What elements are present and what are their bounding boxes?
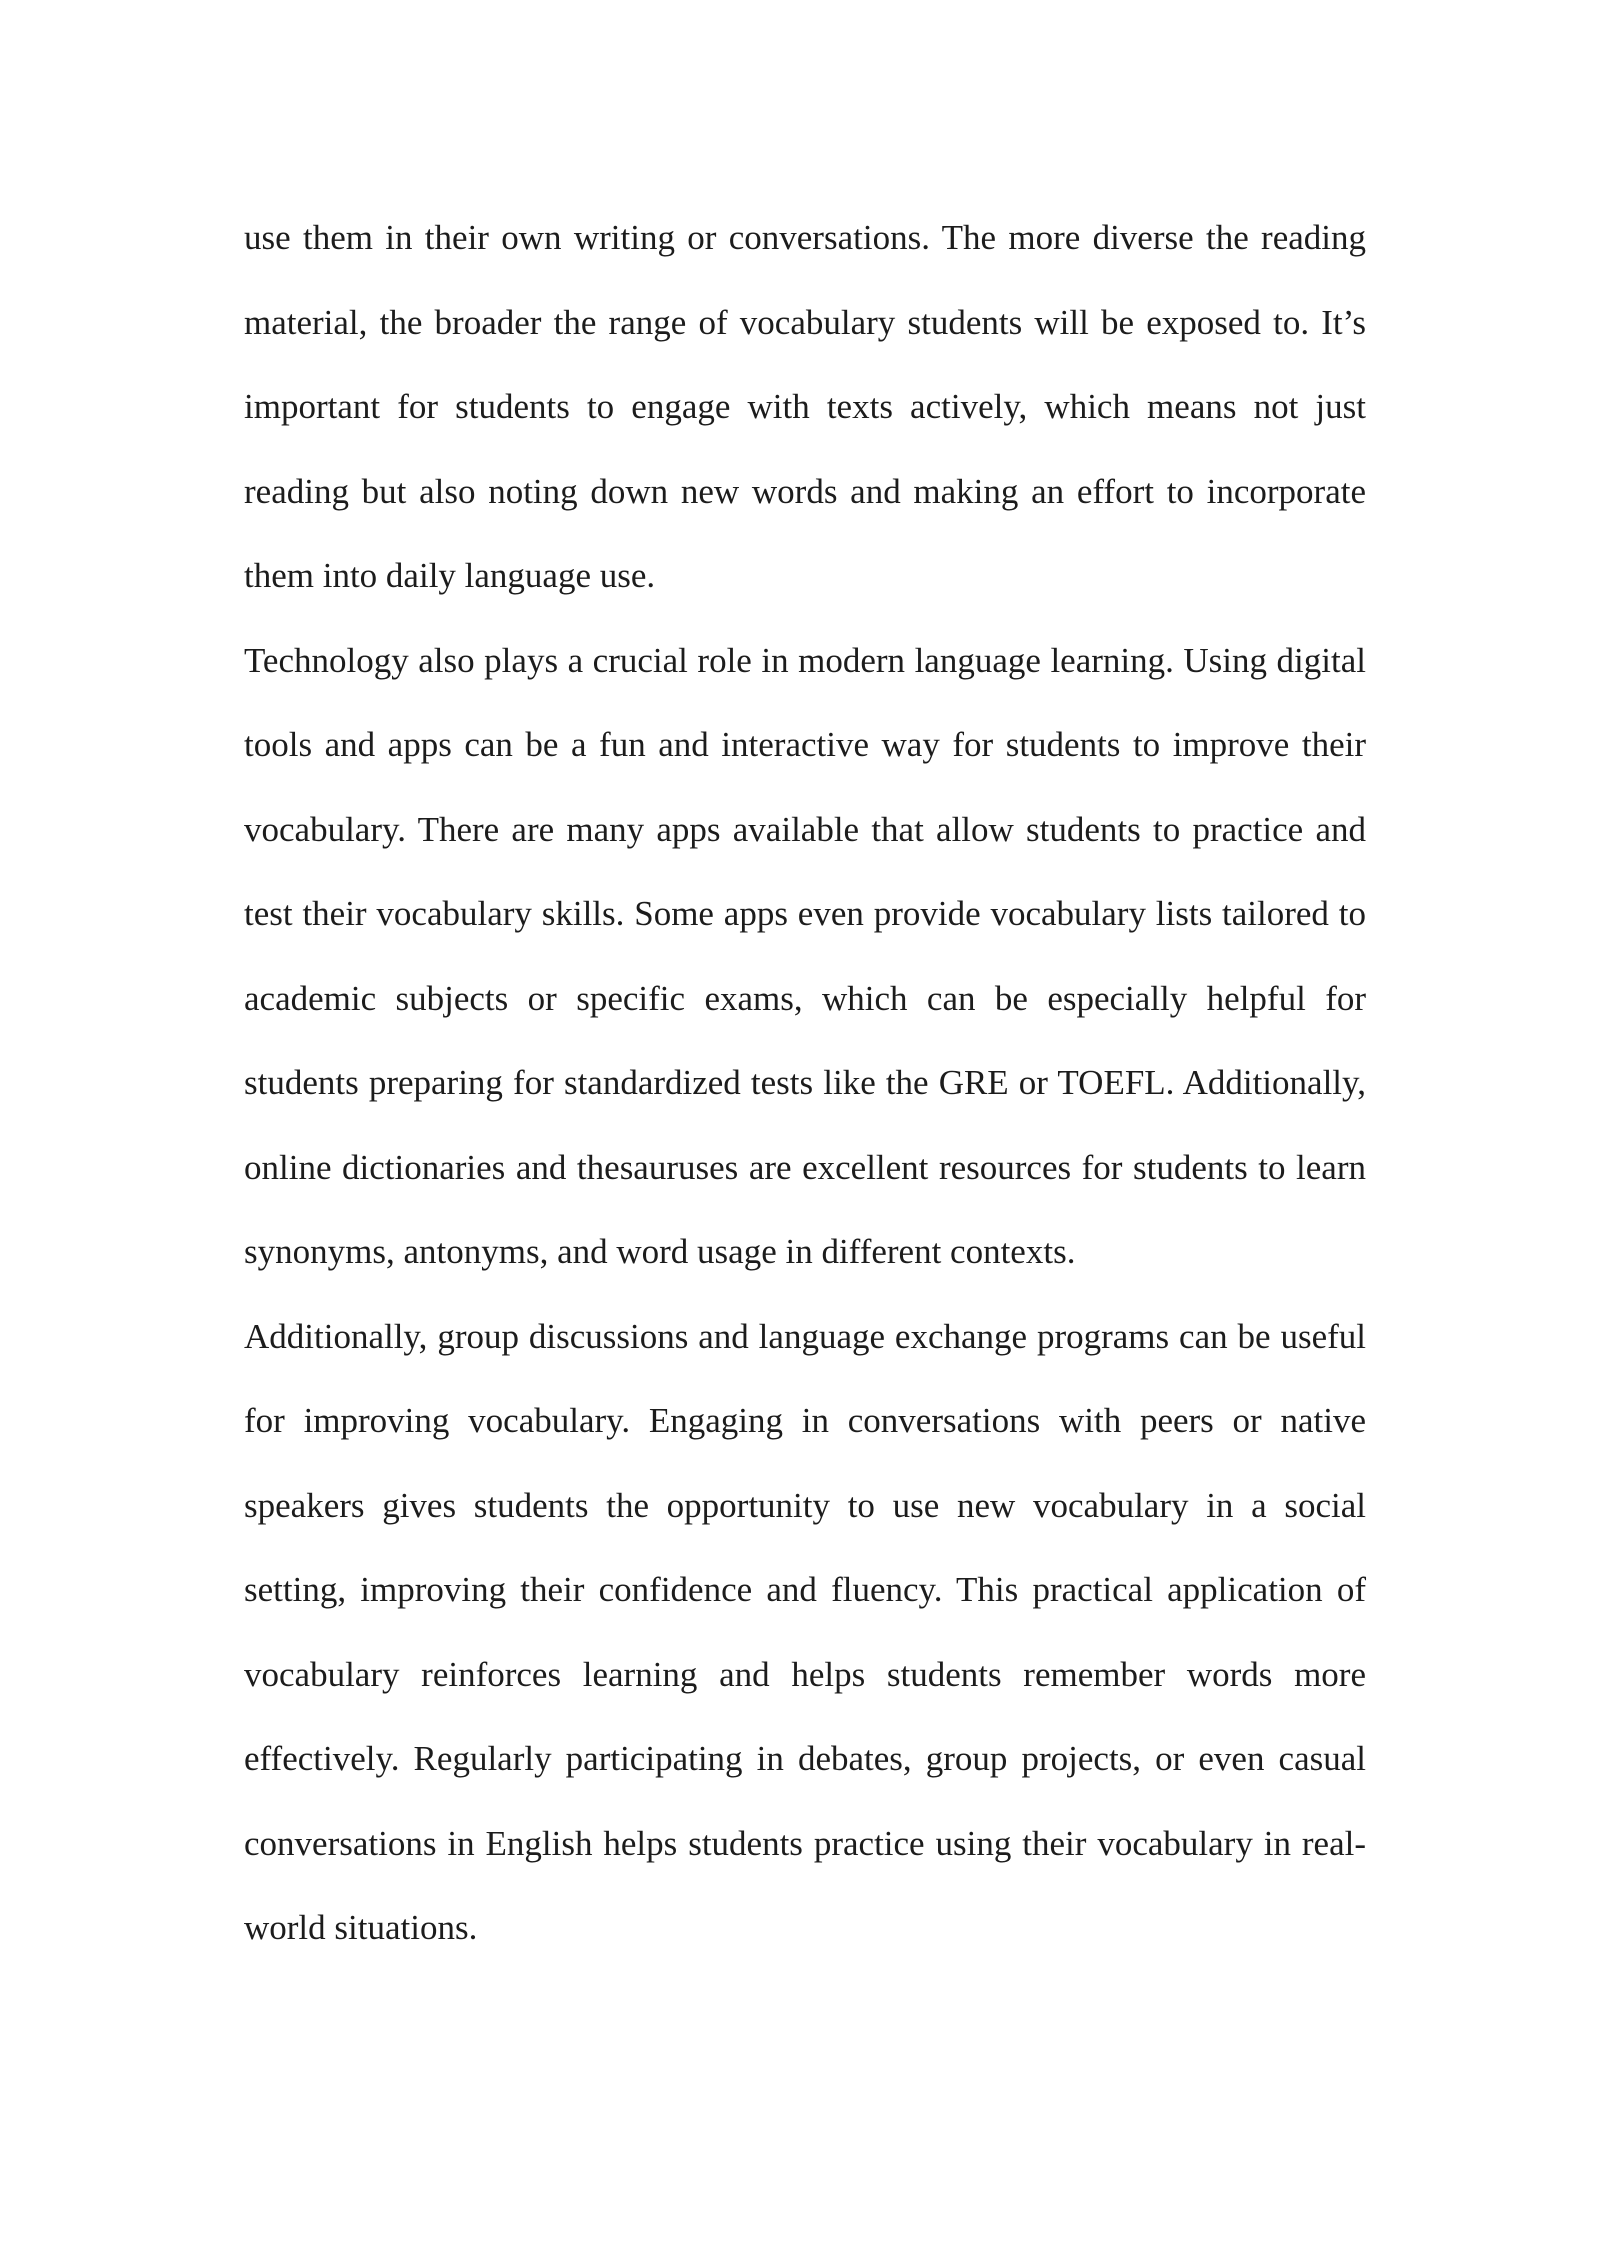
paragraph-technology: Technology also plays a crucial role in modern language learning. Using digital tools and apps can be a fun and interactive way for students to improve their vocabulary. There are many apps available that allow students to practice and test their vocabulary skills. Some apps even provide vocabulary lists tailored to academic subjects or specific exams, which can be especially helpful for students preparing for standardized tests like the GRE or TOEFL. Additionally, online dictionaries and thesauruses are excellent resources for students to learn synonyms, antonyms, and word usage in different contexts. <box>244 640 1366 1271</box>
document-body <box>244 196 1366 1971</box>
paragraph-group-discussions: Additionally, group discussions and language exchange programs can be useful for improving vocabulary. Engaging in conversations with peers or native speakers gives students the opportunity to use new vocabulary in a social setting, improving their confidence and fluency. This practical application of vocabulary reinforces learning and helps students remember words more effectively. Regularly participating in debates, group projects, or even casual conversations in English helps students practice using their vocabulary in real-world situations. <box>244 1316 1366 1947</box>
paragraph-vocabulary-reading: use them in their own writing or conversations. The more diverse the reading material, the broader the range of vocabulary students will be exposed to. It’s important for students to engage with texts actively, which means not just reading but also noting down new words and making an effort to incorporate them into daily language use. <box>244 218 1366 595</box>
